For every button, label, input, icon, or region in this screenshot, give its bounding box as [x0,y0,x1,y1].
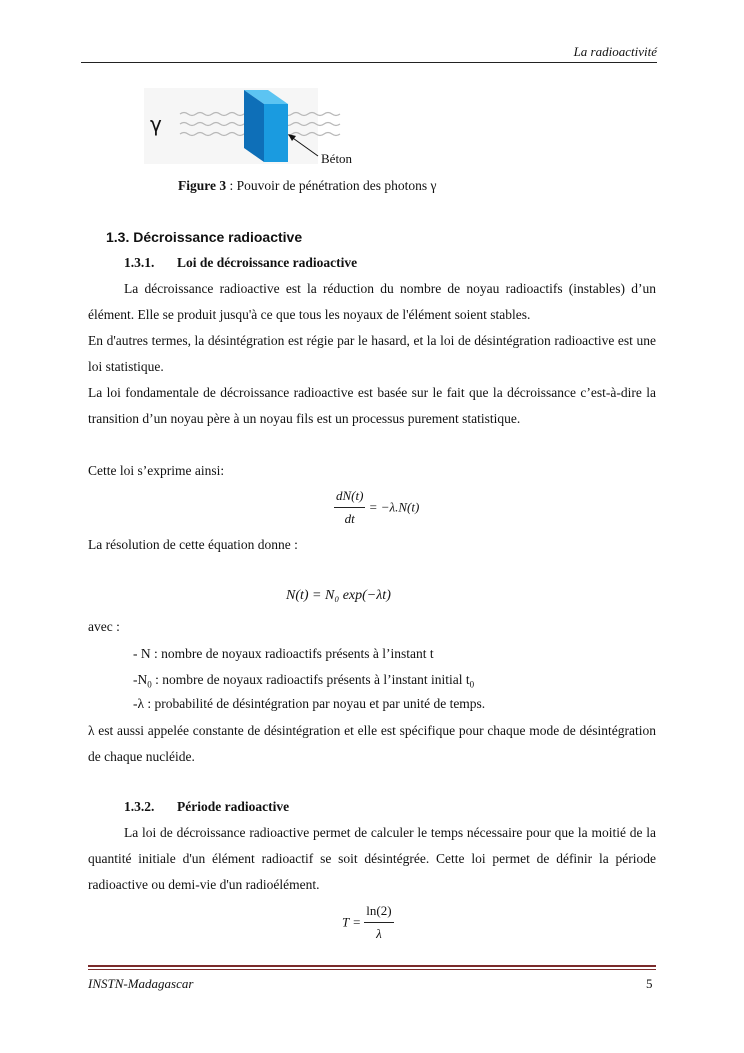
subsection-2-title: Période radioactive [177,799,290,814]
list-item-n0-prefix: -N [133,672,148,687]
figure-caption [178,178,436,194]
list-item-n0-text: : nombre de noyaux radioactifs présents à l’instant initial t [151,672,470,687]
footer-rule-thin [88,969,656,970]
figure-caption-number: Figure 3 [178,178,227,193]
subsection-1-number: 1.3.1. [124,255,155,270]
list-item-n0-subscript-t: 0 [469,679,475,690]
paragraph-8: La loi de décroissance radioactive permet de calculer le temps nécessaire pour que la moitié de la quantité initiale d'un élément radioactif se soit désintégrée. Cette loi permet de définir la période radioactive ou demi-vie d'un radioélément. [88,825,656,892]
list-item-n: - N : nombre de noyaux radioactifs présents à l’instant t [133,646,434,661]
running-header-title: La radioactivité [573,44,657,59]
paragraph-6: avec : [88,619,120,634]
gamma-symbol-label: γ [150,112,162,136]
equation-decay-law [334,488,419,527]
paragraph-1: La décroissance radioactive est la réduction du nombre de noyau radioactifs (instables) d’un élément. Elle se produit jusqu'à ce que tous les noyaux de l'élément soient stables. [88,281,656,322]
paragraph-4: Cette loi s’exprime ainsi: [88,463,225,478]
list-item-n0-subscript: 0 [147,679,152,690]
equation-half-life [342,903,394,942]
equation-decay-fraction [334,488,365,527]
block-front-face [264,104,288,162]
subsection-2-number: 1.3.2. [124,799,155,814]
subsection-1-heading [124,255,357,271]
subsection-1-title: Loi de décroissance radioactive [177,255,358,270]
equation-decay-numerator: dN(t) [334,488,365,508]
header-rule [81,62,657,63]
equation-half-life-lhs: T = [342,914,362,930]
figure-caption-text: : Pouvoir de pénétration des photons γ [226,178,437,193]
page-number: 5 [646,976,653,991]
paragraph-3: La loi fondamentale de décroissance radioactive est basée sur le fait que la décroissance c’est-à-dire la transition d’un noyau père à un noyau fils est un processus purement statistique. [88,385,656,426]
section-heading: 1.3. Décroissance radioactive [106,229,303,245]
equation-half-life-denominator: λ [376,926,382,941]
equation-half-life-numerator: ln(2) [364,903,393,923]
footer-rule-thick [88,965,656,967]
paragraph-2: En d'autres termes, la désintégration est régie par le hasard, et la loi de désintégration radioactive est une loi statistique. [88,333,656,374]
paragraph-5: La résolution de cette équation donne : [88,537,298,552]
list-item-n0 [133,672,474,690]
beton-pointer-arrow [290,136,318,156]
equation-half-life-fraction [364,903,393,942]
footer-institution: INSTN-Madagascar [88,976,194,991]
equation-decay-denominator: dt [344,511,355,526]
beton-label: Béton [321,151,353,166]
list-item-lambda: -λ : probabilité de désintégration par noyau et par unité de temps. [133,696,486,711]
equation-solution: N(t) = N₀ exp(−λt) [286,588,391,603]
subsection-2-heading [124,799,289,815]
paragraph-7: λ est aussi appelée constante de désintégration et elle est spécifique pour chaque mode de désintégration de chaque nucléide. [88,723,656,764]
equation-decay-rhs: = −λ.N(t) [368,499,420,515]
